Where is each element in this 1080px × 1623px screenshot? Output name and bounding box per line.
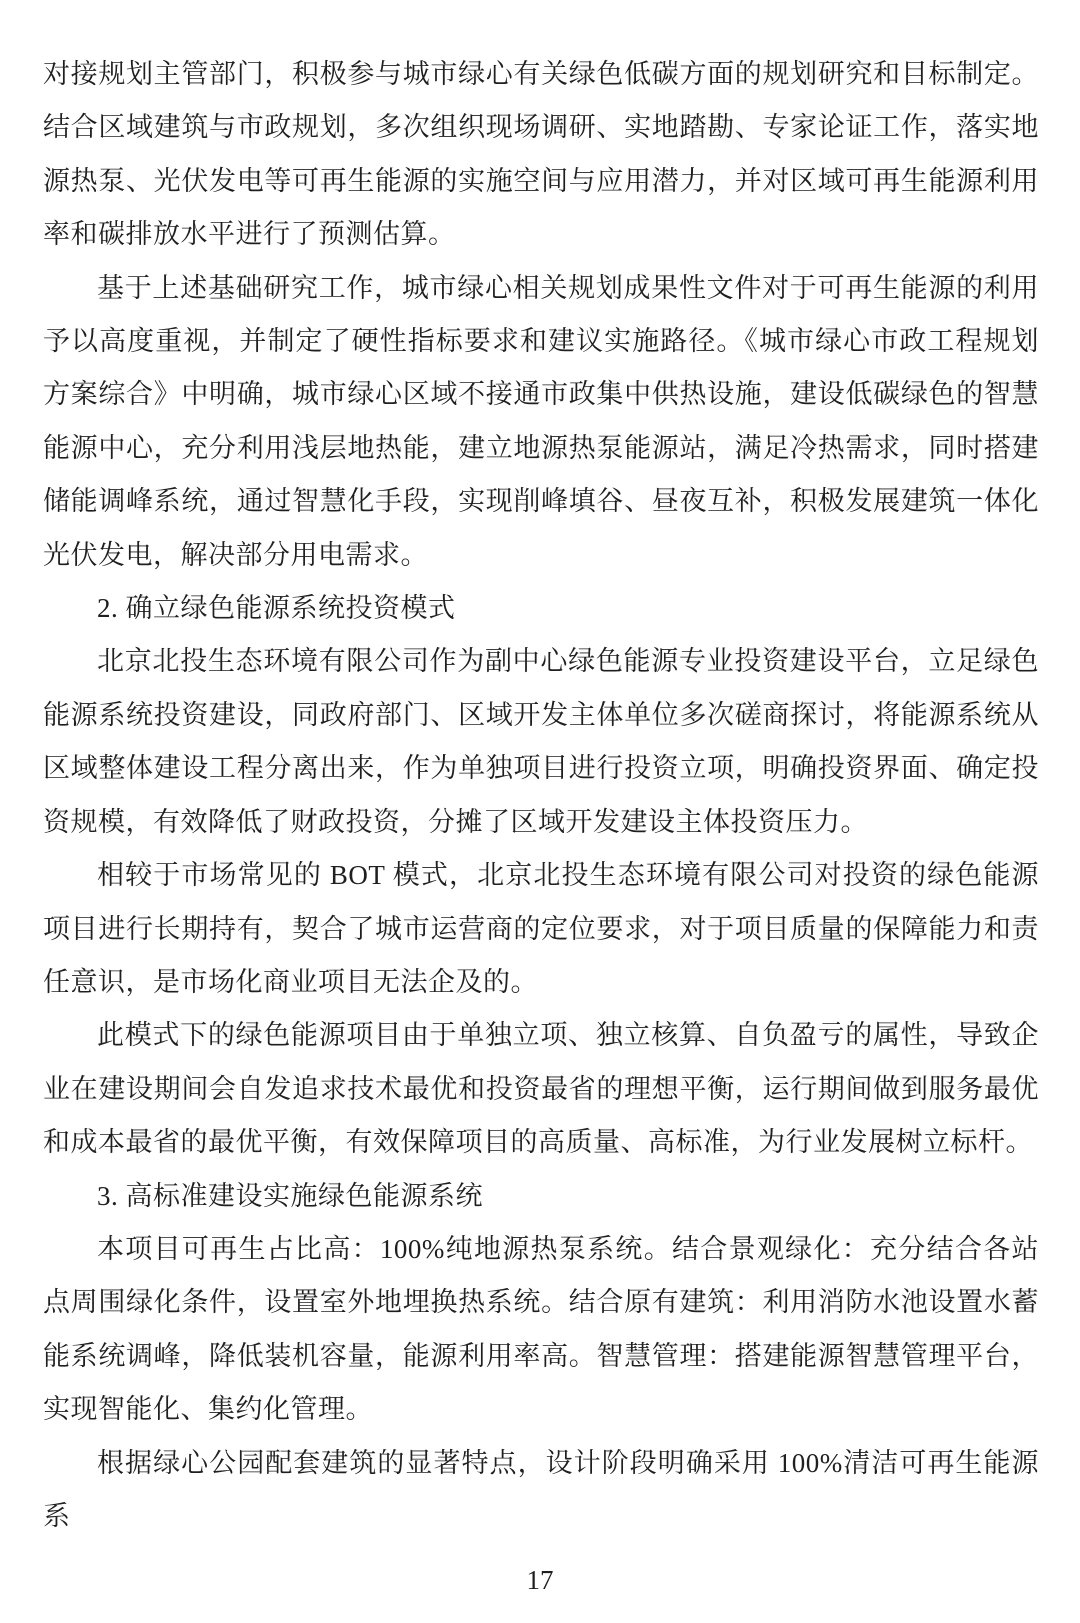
paragraph: 此模式下的绿色能源项目由于单独立项、独立核算、自负盈亏的属性，导致企业在建设期间会自发追求技术最优和投资最省的理想平衡，运行期间做到服务最优和成本最省的最优平衡，有效保障项目的高质量、高标准，为行业发展树立标杆。 — [43, 1020, 1039, 1158]
section-heading-2: 2. 确立绿色能源系统投资模式 — [97, 593, 456, 624]
paragraph: 基于上述基础研究工作，城市绿心相关规划成果性文件对于可再生能源的利用予以高度重视，并制定了硬性指标要求和建议实施路径。《城市绿心市政工程规划方案综合》中明确，城市绿心区域不接通市政集中供热设施，建设低碳绿色的智慧能源中心，充分利用浅层地热能，建立地源热泵能源站，满足冷热需求，同时搭建储能调峰系统，通过智慧化手段，实现削峰填谷、昼夜互补，积极发展建筑一体化光伏发电，解决部分用电需求。 — [43, 272, 1039, 570]
section-heading-3: 3. 高标准建设实施绿色能源系统 — [97, 1180, 483, 1211]
paragraph-truncated: 根据绿心公园配套建筑的显著特点，设计阶段明确采用 100%清洁可再生能源系 — [43, 1447, 1039, 1531]
paragraph-continuation: 对接规划主管部门，积极参与城市绿心有关绿色低碳方面的规划研究和目标制定。结合区域建筑与市政规划，多次组织现场调研、实地踏勘、专家论证工作，落实地源热泵、光伏发电等可再生能源的实施空间与应用潜力，并对区域可再生能源利用率和碳排放水平进行了预测估算。 — [43, 59, 1039, 250]
paragraph: 相较于市场常见的 BOT 模式，北京北投生态环境有限公司对投资的绿色能源项目进行长期持有，契合了城市运营商的定位要求，对于项目质量的保障能力和责任意识，是市场化商业项目无法企及的。 — [43, 860, 1039, 997]
paragraph: 本项目可再生占比高：100%纯地源热泵系统。结合景观绿化：充分结合各站点周围绿化条件，设置室外地埋换热系统。结合原有建筑：利用消防水池设置水蓄能系统调峰，降低装机容量，能源利用率高。智慧管理：搭建能源智慧管理平台，实现智能化、集约化管理。 — [43, 1233, 1039, 1425]
page-body-text — [43, 48, 1039, 1543]
paragraph: 北京北投生态环境有限公司作为副中心绿色能源专业投资建设平台，立足绿色能源系统投资建设，同政府部门、区域开发主体单位多次磋商探讨，将能源系统从区域整体建设工程分离出来，作为单独项目进行投资立项，明确投资界面、确定投资规模，有效降低了财政投资，分摊了区域开发建设主体投资压力。 — [43, 646, 1039, 837]
page-number: 17 — [526, 1565, 554, 1595]
